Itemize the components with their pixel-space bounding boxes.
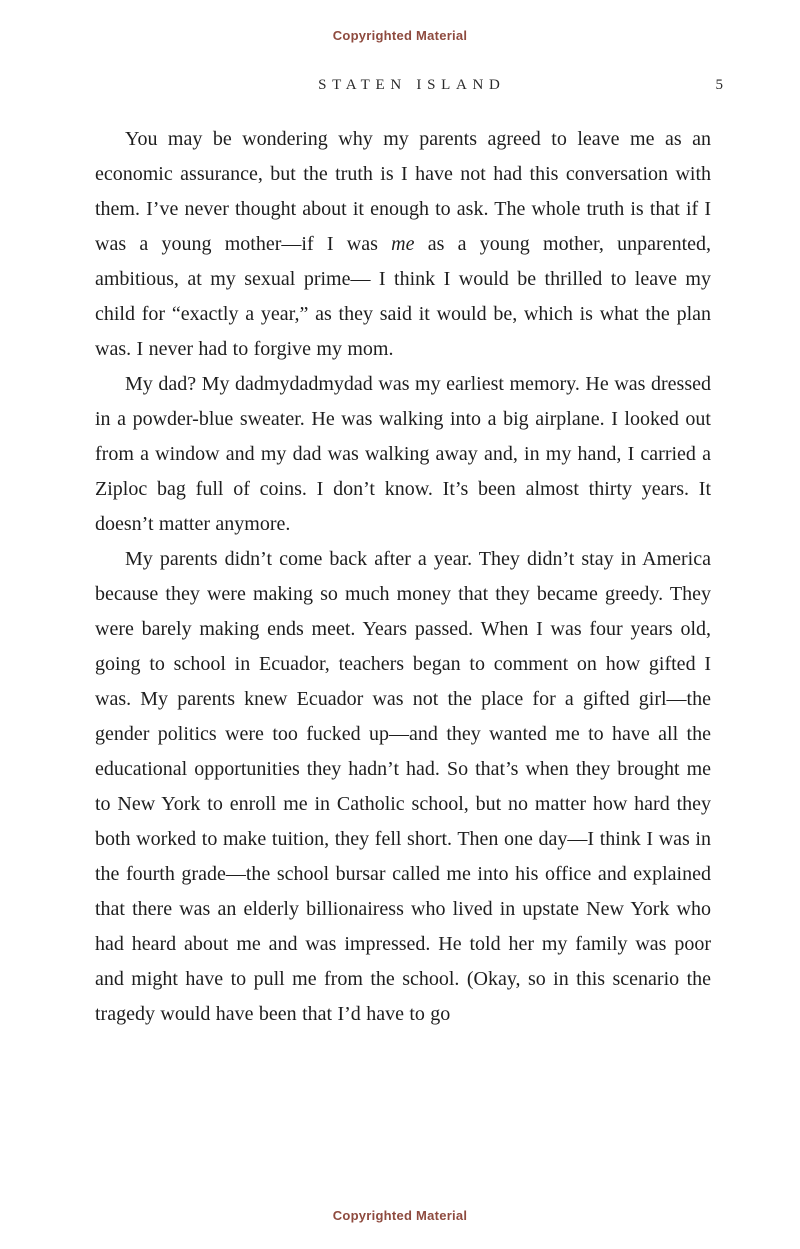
body-text xyxy=(95,122,711,1032)
copyright-notice-bottom: Copyrighted Material xyxy=(332,1208,468,1223)
paragraph-3: My parents didn’t come back after a year. They didn’t stay in America because they were making so much money that they became greedy. They were barely making ends meet. Years passed. When I was four years old, going to school in Ecuador, teachers began to comment on how gifted I was. My parents knew Ecuador was not the place for a gifted girl—the gender politics were too fucked up—and they wanted me to have all the educational opportunities they hadn’t had. So that’s when they brought me to New York to enroll me in Catholic school, but no matter how hard they both worked to make tuition, they fell short. Then one day—I think I was in the fourth grade—the school bursar called me into his office and explained that there was an elderly billionairess who lived in upstate New York who had heard about me and was impressed. He told her my family was poor and might have to pull me from the school. (Okay, so in this scenario the tragedy would have been that I’d have to go xyxy=(95,548,711,1025)
paragraph-1 xyxy=(95,122,711,367)
chapter-title: STATEN ISLAND xyxy=(318,77,506,93)
paragraph-2: My dad? My dadmydadmydad was my earliest memory. He was dressed in a powder-blue sweater. He was walking into a big airplane. I looked out from a window and my dad was walking away and, in my hand, I carried a Ziploc bag full of coins. I don’t know. It’s been almost thirty years. It doesn’t matter anymore. xyxy=(95,373,711,535)
paragraph-1-text-after-italic: as a young mother, unparented, ambitious, at my sexual prime— I think I would be thrilled to leave my child for “exactly a year,” as they said it would be, which is what the plan was. I never had to forgive my mom. xyxy=(95,233,712,360)
paragraph-1-text-before-italic: You may be wondering why my parents agreed to leave me as an economic assurance, but the truth is I have not had this conversation with them. I’ve never thought about it enough to ask. The whole truth is that if I was a young mother—if I was xyxy=(95,128,711,255)
paragraph-1-italic-word: me xyxy=(391,233,415,255)
running-header xyxy=(95,77,723,97)
copyright-notice-top: Copyrighted Material xyxy=(332,28,468,43)
page-number: 5 xyxy=(715,77,723,93)
